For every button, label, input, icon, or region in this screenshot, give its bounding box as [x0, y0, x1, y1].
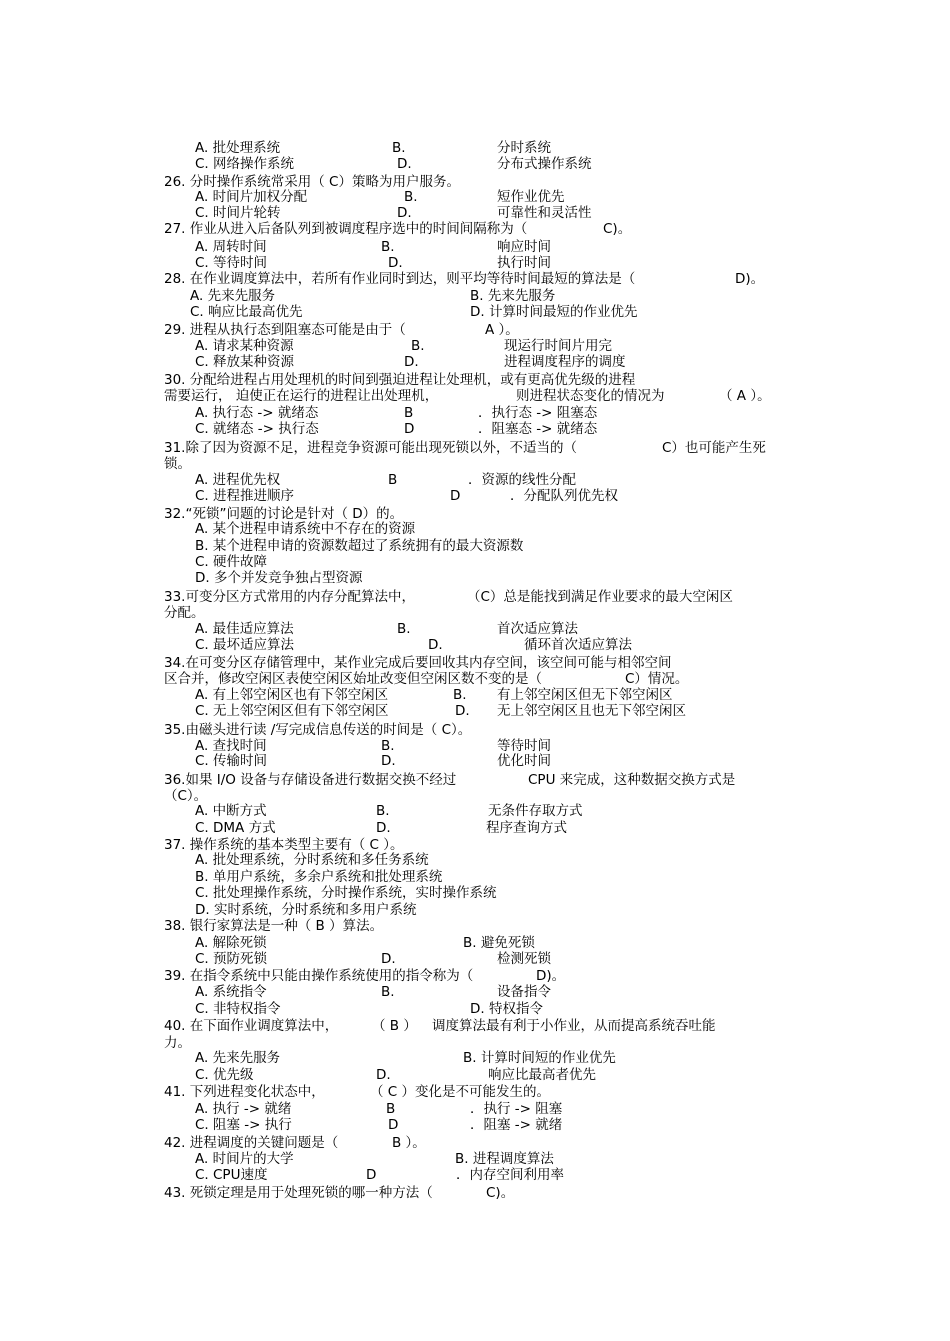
- text-line: [0, 951, 950, 967]
- text-line: [0, 589, 950, 605]
- text-segment: B. 先来先服务: [470, 288, 556, 304]
- text-line: [0, 554, 950, 570]
- text-line: [0, 788, 950, 804]
- text-segment: 43. 死锁定理是用于处理死锁的哪一种方法（: [164, 1185, 433, 1201]
- text-line: [0, 1050, 950, 1066]
- text-line: [0, 1185, 950, 1201]
- text-line: [0, 722, 950, 738]
- text-segment: B. 进程调度算法: [455, 1151, 554, 1167]
- text-segment: 区合并，修改空闲区表使空闲区始址改变但空闲区数不变的是（: [164, 671, 542, 687]
- text-segment: 27. 作业从进入后备队列到被调度程序选中的时间间隔称为（: [164, 221, 528, 237]
- text-line: [0, 1067, 950, 1083]
- text-segment: C）情况。: [625, 671, 689, 687]
- text-segment: 执行时间: [497, 255, 551, 271]
- text-segment: D. 特权指令: [470, 1001, 543, 1017]
- text-line: [0, 156, 950, 172]
- text-segment: D.: [388, 255, 403, 271]
- text-segment: 38. 银行家算法是一种（ B ）算法。: [164, 918, 384, 934]
- text-segment: B.: [381, 738, 395, 754]
- text-segment: ．分配队列优先权: [510, 488, 618, 504]
- text-line: [0, 637, 950, 653]
- text-segment: C）也可能产生死: [662, 440, 766, 456]
- text-segment: C. 最坏适应算法: [195, 637, 295, 653]
- text-line: [0, 869, 950, 885]
- text-line: [0, 521, 950, 537]
- text-segment: D: [388, 1117, 399, 1133]
- text-line: [0, 338, 950, 354]
- text-segment: 需要运行， 迫使正在运行的进程让出处理机，: [164, 388, 439, 404]
- text-segment: A. 批处理系统，分时系统和多任务系统: [195, 852, 429, 868]
- text-segment: （C）。: [164, 788, 208, 804]
- text-segment: D. 实时系统，分时系统和多用户系统: [195, 902, 417, 918]
- text-segment: 优化时间: [497, 753, 551, 769]
- text-line: [0, 388, 950, 404]
- text-line: [0, 671, 950, 687]
- text-segment: A. 进程优先权: [195, 472, 281, 488]
- text-line: [0, 968, 950, 984]
- text-line: [0, 421, 950, 437]
- text-line: [0, 322, 950, 338]
- text-segment: A. 执行态 -> 就绪态: [195, 405, 319, 421]
- text-segment: A. 某个进程申请系统中不存在的资源: [195, 521, 416, 537]
- text-segment: A. 执行 -> 就绪: [195, 1101, 292, 1117]
- text-segment: A ）。: [485, 322, 519, 338]
- text-segment: C. 进程推进顺序: [195, 488, 295, 504]
- text-line: [0, 703, 950, 719]
- text-segment: 分布式操作系统: [497, 156, 592, 172]
- text-segment: 30. 分配给进程占用处理机的时间到强迫进程让处理机，或有更高优先级的进程: [164, 372, 636, 388]
- text-segment: C. 传输时间: [195, 753, 268, 769]
- text-segment: B.: [404, 189, 418, 205]
- text-segment: D. 多个并发竞争独占型资源: [195, 570, 363, 586]
- text-segment: 28. 在作业调度算法中，若所有作业同时到达，则平均等待时间最短的算法是（: [164, 271, 636, 287]
- text-segment: C. 批处理操作系统，分时操作系统，实时操作系统: [195, 885, 497, 901]
- text-segment: A. 周转时间: [195, 239, 267, 255]
- text-segment: D.: [381, 753, 396, 769]
- text-segment: 分配。: [164, 605, 205, 621]
- text-line: [0, 205, 950, 221]
- text-segment: 检测死锁: [497, 951, 551, 967]
- text-segment: C. 优先级: [195, 1067, 254, 1083]
- text-line: [0, 984, 950, 1000]
- text-segment: D.: [397, 156, 412, 172]
- text-segment: 41. 下列进程变化状态中，: [164, 1084, 325, 1100]
- text-segment: 锁。: [164, 456, 191, 472]
- text-line: [0, 288, 950, 304]
- text-line: [0, 1151, 950, 1167]
- text-segment: 进程调度程序的调度: [504, 354, 626, 370]
- text-line: [0, 189, 950, 205]
- text-line: [0, 140, 950, 156]
- text-segment: D.: [397, 205, 412, 221]
- text-segment: A. 先来先服务: [195, 1050, 281, 1066]
- text-line: [0, 687, 950, 703]
- text-segment: 响应时间: [497, 239, 551, 255]
- text-segment: D)。: [536, 968, 566, 984]
- text-segment: A. 解除死锁: [195, 935, 267, 951]
- text-segment: 现运行时间片用完: [504, 338, 612, 354]
- text-segment: C. 等待时间: [195, 255, 268, 271]
- text-segment: C. CPU速度: [195, 1167, 268, 1183]
- text-segment: C)。: [486, 1185, 515, 1201]
- text-segment: B: [386, 1101, 396, 1117]
- text-line: [0, 1035, 950, 1051]
- text-segment: C. 阻塞 -> 执行: [195, 1117, 292, 1133]
- text-segment: B.: [381, 984, 395, 1000]
- text-line: [0, 738, 950, 754]
- text-segment: （ A ）。: [719, 388, 771, 404]
- text-segment: 则进程状态变化的情况为: [516, 388, 665, 404]
- text-line: [0, 372, 950, 388]
- text-segment: C. DMA 方式: [195, 820, 276, 836]
- text-line: [0, 472, 950, 488]
- text-line: [0, 239, 950, 255]
- text-segment: ．内存空间利用率: [456, 1167, 564, 1183]
- text-segment: B.: [381, 239, 395, 255]
- text-segment: A. 中断方式: [195, 803, 267, 819]
- text-segment: A. 时间片加权分配: [195, 189, 308, 205]
- text-line: [0, 837, 950, 853]
- text-segment: D.: [455, 703, 470, 719]
- text-segment: 33.可变分区方式常用的内存分配算法中，: [164, 589, 415, 605]
- text-segment: （C）总是能找到满足作业要求的最大空闲区: [467, 589, 733, 605]
- text-segment: 程序查询方式: [486, 820, 567, 836]
- text-segment: 分时系统: [497, 140, 551, 156]
- text-line: [0, 271, 950, 287]
- text-line: [0, 405, 950, 421]
- text-line: [0, 1135, 950, 1151]
- text-line: [0, 1001, 950, 1017]
- text-segment: D.: [376, 1067, 391, 1083]
- text-segment: D.: [376, 820, 391, 836]
- text-line: [0, 304, 950, 320]
- text-segment: 31.除了因为资源不足，进程竞争资源可能出现死锁以外，不适当的（: [164, 440, 577, 456]
- text-segment: 35.由磁头进行读 /写完成信息传送的时间是（ C）。: [164, 722, 472, 738]
- text-segment: A. 请求某种资源: [195, 338, 294, 354]
- text-segment: 40. 在下面作业调度算法中，: [164, 1018, 339, 1034]
- text-segment: 无上邻空闲区且也无下邻空闲区: [497, 703, 686, 719]
- text-line: [0, 605, 950, 621]
- text-segment: D. 计算时间最短的作业优先: [470, 304, 638, 320]
- text-line: [0, 852, 950, 868]
- text-segment: B.: [392, 140, 406, 156]
- text-line: [0, 753, 950, 769]
- text-line: [0, 1101, 950, 1117]
- text-segment: 响应比最高者优先: [488, 1067, 596, 1083]
- text-segment: CPU 来完成，这种数据交换方式是: [528, 772, 736, 788]
- text-segment: D: [450, 488, 461, 504]
- text-line: [0, 655, 950, 671]
- text-segment: B.: [453, 687, 467, 703]
- text-segment: 无条件存取方式: [488, 803, 583, 819]
- text-segment: ．执行 -> 阻塞: [470, 1101, 563, 1117]
- text-segment: 设备指令: [497, 984, 551, 1000]
- text-segment: 可靠性和灵活性: [497, 205, 592, 221]
- text-segment: D)。: [735, 271, 765, 287]
- text-line: [0, 772, 950, 788]
- text-segment: ．阻塞 -> 就绪: [470, 1117, 563, 1133]
- text-segment: D: [366, 1167, 377, 1183]
- text-segment: 循环首次适应算法: [524, 637, 632, 653]
- text-segment: C)。: [603, 221, 632, 237]
- text-segment: B.: [376, 803, 390, 819]
- text-line: [0, 354, 950, 370]
- text-line: [0, 1018, 950, 1034]
- text-segment: C. 网络操作系统: [195, 156, 295, 172]
- text-line: [0, 820, 950, 836]
- text-segment: D.: [404, 354, 419, 370]
- text-segment: B. 单用户系统，多余户系统和批处理系统: [195, 869, 443, 885]
- text-segment: C. 释放某种资源: [195, 354, 295, 370]
- text-line: [0, 885, 950, 901]
- text-line: [0, 174, 950, 190]
- text-segment: 29. 进程从执行态到阻塞态可能是由于（: [164, 322, 406, 338]
- text-segment: 26. 分时操作系统常采用（ C）策略为用户服务。: [164, 174, 460, 190]
- text-line: [0, 1167, 950, 1183]
- text-segment: A. 时间片的大学: [195, 1151, 294, 1167]
- text-segment: 42. 进程调度的关键问题是（: [164, 1135, 339, 1151]
- text-line: [0, 902, 950, 918]
- text-segment: B: [388, 472, 398, 488]
- text-segment: A. 查找时间: [195, 738, 267, 754]
- text-segment: 等待时间: [497, 738, 551, 754]
- text-line: [0, 803, 950, 819]
- text-line: [0, 918, 950, 934]
- text-segment: A. 系统指令: [195, 984, 267, 1000]
- text-segment: C. 非特权指令: [195, 1001, 281, 1017]
- text-segment: 力。: [164, 1035, 191, 1051]
- text-segment: B.: [397, 621, 411, 637]
- text-segment: D: [404, 421, 415, 437]
- text-segment: B ）。: [392, 1135, 426, 1151]
- text-segment: C. 硬件故障: [195, 554, 268, 570]
- text-segment: 短作业优先: [497, 189, 565, 205]
- text-segment: 34.在可变分区存储管理中，某作业完成后要回收其内存空间，该空间可能与相邻空间: [164, 655, 672, 671]
- text-line: [0, 935, 950, 951]
- text-line: [0, 506, 950, 522]
- text-line: [0, 1084, 950, 1100]
- text-segment: B.: [411, 338, 425, 354]
- text-segment: 调度算法最有利于小作业，从而提高系统吞吐能: [432, 1018, 716, 1034]
- text-segment: 39. 在指令系统中只能由操作系统使用的指令称为（: [164, 968, 474, 984]
- text-segment: B. 避免死锁: [463, 935, 535, 951]
- text-segment: D.: [381, 951, 396, 967]
- text-segment: B. 某个进程申请的资源数超过了系统拥有的最大资源数: [195, 538, 524, 554]
- text-segment: 37. 操作系统的基本类型主要有（ C ）。: [164, 837, 404, 853]
- text-segment: （ B ）: [372, 1018, 417, 1034]
- text-segment: ．执行态 -> 阻塞态: [478, 405, 598, 421]
- text-segment: C. 无上邻空闲区但有下邻空闲区: [195, 703, 389, 719]
- text-segment: 首次适应算法: [497, 621, 578, 637]
- text-segment: C. 响应比最高优先: [190, 304, 303, 320]
- text-segment: A. 先来先服务: [190, 288, 276, 304]
- text-line: [0, 255, 950, 271]
- text-segment: ．阻塞态 -> 就绪态: [478, 421, 598, 437]
- text-segment: 有上邻空闲区但无下邻空闲区: [497, 687, 673, 703]
- text-segment: B. 计算时间短的作业优先: [463, 1050, 616, 1066]
- text-line: [0, 221, 950, 237]
- text-segment: 36.如果 I/O 设备与存储设备进行数据交换不经过: [164, 772, 457, 788]
- text-segment: ．资源的线性分配: [468, 472, 576, 488]
- text-segment: A. 有上邻空闲区也有下邻空闲区: [195, 687, 389, 703]
- text-line: [0, 488, 950, 504]
- text-line: [0, 570, 950, 586]
- text-segment: C. 就绪态 -> 执行态: [195, 421, 319, 437]
- text-line: [0, 440, 950, 456]
- text-line: [0, 456, 950, 472]
- text-segment: 32.“死锁”问题的讨论是针对（ D）的。: [164, 506, 404, 522]
- text-line: [0, 538, 950, 554]
- text-segment: C. 时间片轮转: [195, 205, 281, 221]
- text-line: [0, 1117, 950, 1133]
- text-segment: A. 最佳适应算法: [195, 621, 294, 637]
- text-segment: （ C ）变化是不可能发生的。: [370, 1084, 551, 1100]
- text-line: [0, 621, 950, 637]
- text-segment: C. 预防死锁: [195, 951, 268, 967]
- text-segment: D.: [428, 637, 443, 653]
- text-segment: B: [404, 405, 414, 421]
- text-segment: A. 批处理系统: [195, 140, 281, 156]
